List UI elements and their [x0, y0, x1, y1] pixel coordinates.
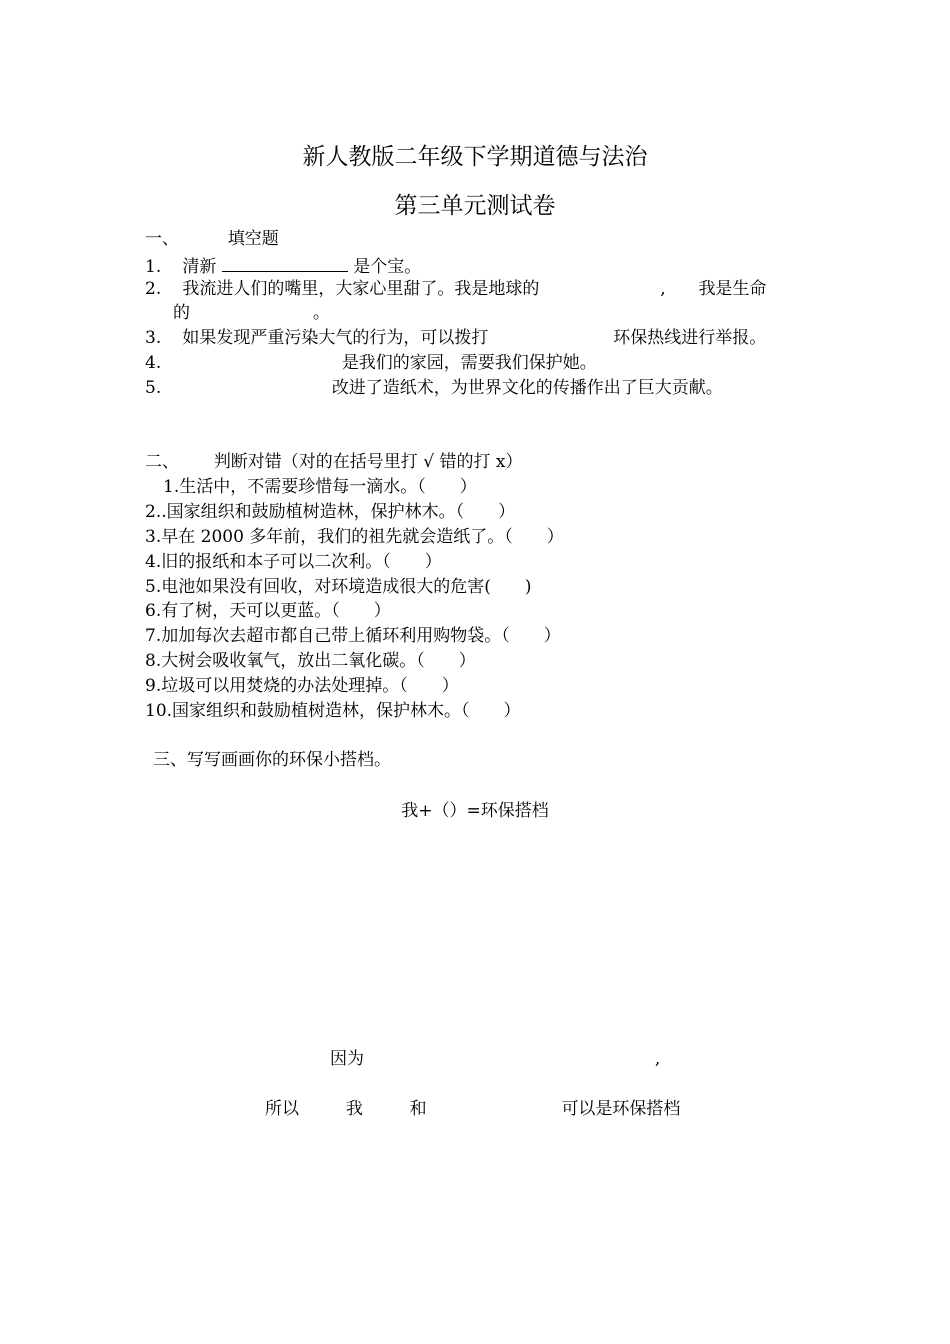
fill-question-2-continued	[173, 302, 330, 324]
judge-item-3: 3.早在 2000 多年前，我们的祖先就会造纸了。（ ）	[145, 527, 564, 547]
because-line	[330, 1048, 660, 1070]
question-number: 1.	[145, 257, 162, 277]
question-text: 。	[312, 303, 330, 323]
section2-heading-number: 二、	[145, 452, 179, 472]
fill-question-2	[145, 278, 766, 300]
judge-item-7: 7.加加每次去超市都自己带上循环利用购物袋。（ ）	[145, 626, 561, 646]
judge-item-8: 8.大树会吸收氧气，放出二氧化碳。（ ）	[145, 651, 476, 671]
question-number: 3.	[145, 328, 162, 348]
judge-item-1: 1.生活中，不需要珍惜每一滴水。（ ）	[163, 477, 477, 497]
so-line	[265, 1098, 680, 1120]
fill-question-4	[145, 352, 597, 374]
question-text: 的	[173, 303, 190, 323]
page-title: 新人教版二年级下学期道德与法治	[302, 144, 648, 170]
judge-item-2: 2..国家组织和鼓励植树造林，保护林木。（ ）	[145, 502, 516, 522]
me-label: 我	[345, 1099, 363, 1119]
partner-formula: 我+（）=环保搭档	[401, 801, 549, 821]
question-text: 我是生命	[698, 279, 767, 299]
section3-heading: 三、写写画画你的环保小搭档。	[153, 750, 391, 770]
judge-item-6: 6.有了树，天可以更蓝。（ ）	[145, 601, 391, 621]
fill-question-1	[145, 253, 421, 278]
and-label: 和	[409, 1099, 427, 1119]
section2-heading	[145, 451, 522, 473]
section1-heading	[145, 228, 279, 250]
question-number: 5.	[145, 378, 162, 398]
judge-item-5: 5.电池如果没有回收，对环境造成很大的危害( )	[145, 577, 532, 597]
because-end: ,	[654, 1049, 661, 1069]
page-subtitle: 第三单元测试卷	[394, 193, 556, 219]
because-label: 因为	[330, 1049, 364, 1069]
question-text: 清新	[182, 257, 217, 277]
fill-question-5	[145, 377, 723, 399]
answer-blank[interactable]	[222, 253, 348, 272]
question-text: 是我们的家园，需要我们保护她。	[341, 353, 597, 373]
question-text: 我流进人们的嘴里，大家心里甜了。我是地球的	[182, 279, 540, 299]
judge-item-9: 9.垃圾可以用焚烧的办法处理掉。（ ）	[145, 676, 459, 696]
question-text: 如果发现严重污染大气的行为，可以拨打	[182, 328, 489, 348]
question-number: 4.	[145, 353, 162, 373]
section2-heading-text: 判断对错（对的在括号里打 √ 错的打 x）	[213, 452, 523, 472]
question-text: 改进了造纸术，为世界文化的传播作出了巨大贡献。	[331, 378, 723, 398]
so-label: 所以	[265, 1099, 299, 1119]
so-end: 可以是环保搭档	[561, 1099, 681, 1119]
section1-heading-number: 一、	[145, 229, 179, 249]
question-text: 环保热线进行举报。	[613, 328, 767, 348]
judge-item-4: 4.旧的报纸和本子可以二次利。（ ）	[145, 552, 442, 572]
question-text: 是个宝。	[353, 257, 422, 277]
fill-question-3	[145, 327, 766, 349]
question-text: ,	[660, 279, 666, 299]
judge-item-10: 10.国家组织和鼓励植树造林，保护林木。（ ）	[145, 701, 521, 721]
section1-heading-text: 填空题	[227, 229, 279, 249]
question-number: 2.	[145, 279, 162, 299]
